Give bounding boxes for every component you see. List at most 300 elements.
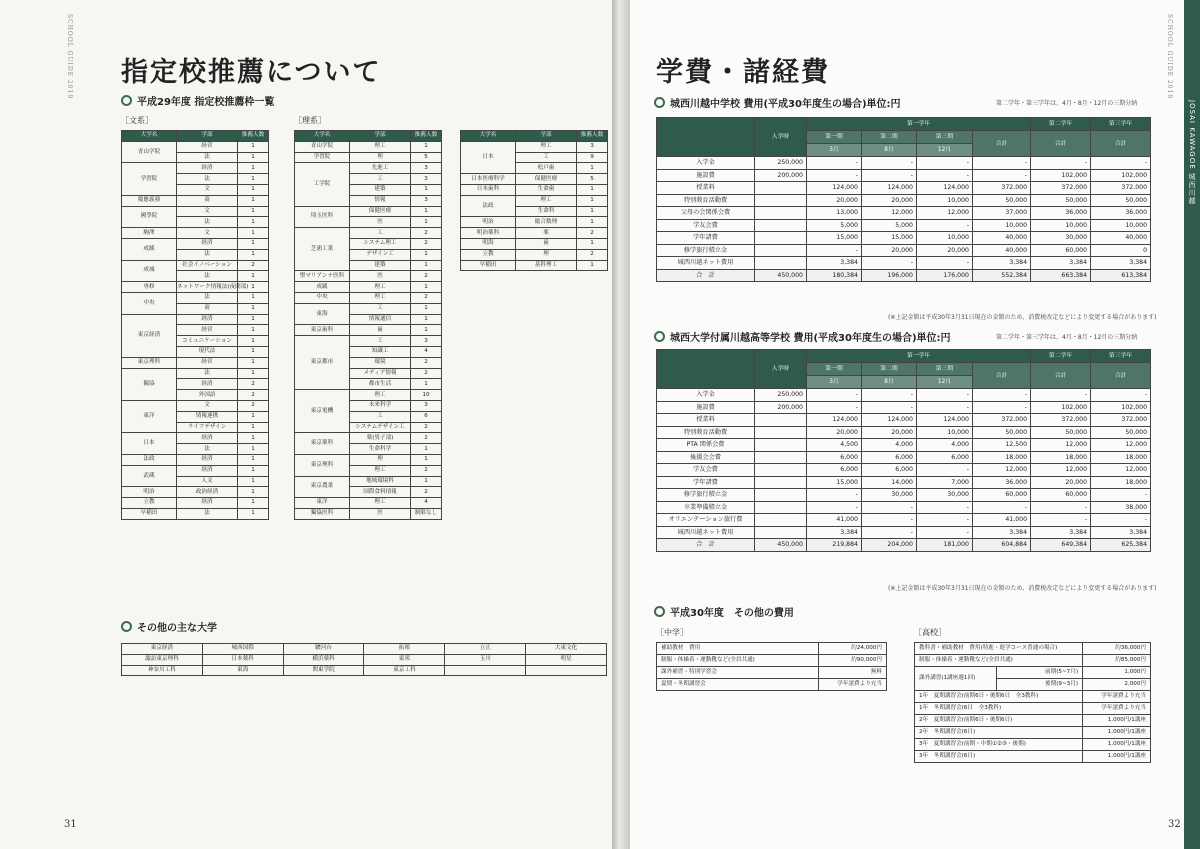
university-name: 中央 xyxy=(295,292,350,303)
quota-count: 1 xyxy=(411,141,442,152)
fee-amount: - xyxy=(862,526,917,539)
quota-count: 1 xyxy=(411,206,442,217)
table-row xyxy=(915,727,1151,739)
page-title-right: 学費・諸経費 xyxy=(656,57,830,88)
university-name: 成蹊 xyxy=(295,282,350,293)
fee-item: 授業料 xyxy=(657,414,755,427)
fee-amount: 180,384 xyxy=(807,269,862,282)
fee-item: 修学旅行積立金 xyxy=(657,489,755,502)
quota-count: 5 xyxy=(411,152,442,163)
table-row xyxy=(295,141,442,152)
fee-amount: 15,000 xyxy=(807,476,862,489)
table-row xyxy=(122,282,269,293)
fee-amount: 3,384 xyxy=(1031,257,1091,270)
fee-amount: 約36,000円 xyxy=(1083,643,1151,655)
quota-count: 1 xyxy=(238,292,269,303)
fee-amount: - xyxy=(917,464,973,477)
fee-item: 3年 夏期講習会(前期・中期①②③・後期) xyxy=(915,739,1083,751)
faculty-name: 法 xyxy=(177,249,238,260)
fee-amount: 約85,000円 xyxy=(1083,655,1151,667)
col-header: 推薦人数 xyxy=(577,131,608,142)
fee-amount: 604,884 xyxy=(973,539,1031,552)
quota-count: 1 xyxy=(238,238,269,249)
fee-amount xyxy=(755,439,807,452)
fee-amount: 6,000 xyxy=(917,451,973,464)
university-name: 駿河台 xyxy=(283,644,364,655)
table-row xyxy=(461,238,608,249)
fee-row xyxy=(657,194,1151,207)
university-name: 明治薬科 xyxy=(461,228,516,239)
faculty-name: システム理工 xyxy=(350,238,411,249)
fee-row xyxy=(657,401,1151,414)
table-row xyxy=(122,665,607,676)
fee-amount: 663,384 xyxy=(1031,269,1091,282)
table-row xyxy=(915,739,1151,751)
fee-head-year3: 第三学年 xyxy=(1091,118,1151,131)
table-row xyxy=(657,655,887,667)
fee-amount: - xyxy=(973,501,1031,514)
fee-row xyxy=(657,169,1151,182)
university-name: 慶應義塾 xyxy=(122,195,177,206)
quota-count: 2 xyxy=(238,379,269,390)
table-row xyxy=(461,184,608,195)
table-row xyxy=(461,228,608,239)
fee-amount xyxy=(755,489,807,502)
quota-count: 1 xyxy=(238,152,269,163)
faculty-name: 商 xyxy=(177,303,238,314)
table-row xyxy=(915,691,1151,703)
quota-count: 3 xyxy=(411,174,442,185)
faculty-name: 理工 xyxy=(350,282,411,293)
fee-amount: 450,000 xyxy=(755,539,807,552)
fee-head-term3: 第三期 xyxy=(917,363,973,376)
circle-bullet-icon xyxy=(654,606,665,617)
quota-count: 5 xyxy=(577,174,608,185)
fee-amount: 41,000 xyxy=(973,514,1031,527)
table-row xyxy=(122,141,269,152)
university-name: 東海 xyxy=(295,303,350,325)
fee-head-year2: 第二学年 xyxy=(1031,118,1091,131)
table-row xyxy=(657,679,887,691)
other-fee-title: 平成30年度 その他の費用 xyxy=(654,604,794,619)
fee-amount: 3,384 xyxy=(807,526,862,539)
fee-amount: - xyxy=(973,169,1031,182)
quota-count: 1 xyxy=(577,260,608,271)
university-name: 明治 xyxy=(461,217,516,228)
quota-count: 1 xyxy=(411,314,442,325)
university-name: 東京都市 xyxy=(295,336,350,390)
fee-row xyxy=(657,526,1151,539)
fee-item: 授業料 xyxy=(657,182,755,195)
faculty-name: 政治経済 xyxy=(177,487,238,498)
table-row xyxy=(295,508,442,519)
fee-amount: - xyxy=(807,169,862,182)
faculty-name: 経営 xyxy=(177,141,238,152)
fee-amount xyxy=(755,414,807,427)
faculty-name: 工 xyxy=(350,228,411,239)
quota-count: 2 xyxy=(411,292,442,303)
fee-head-total: 合計 xyxy=(973,131,1031,157)
fee-amount: 40,000 xyxy=(1091,232,1151,245)
faculty-name: 生命科学 xyxy=(350,444,411,455)
fee-head-total: 合計 xyxy=(1091,363,1151,389)
faculty-name: 商 xyxy=(177,195,238,206)
fee-head-year2: 第二学年 xyxy=(1031,350,1091,363)
fee-item: 卒業準備積立金 xyxy=(657,501,755,514)
fee-amount: - xyxy=(917,219,973,232)
faculty-name: 理工 xyxy=(516,195,577,206)
faculty-name: システムデザイン工 xyxy=(350,422,411,433)
faculty-name: 文 xyxy=(177,206,238,217)
faculty-name: デザイン工 xyxy=(350,249,411,260)
fee-amount: 12,000 xyxy=(1031,464,1091,477)
fee-item: PTA 関係会費 xyxy=(657,439,755,452)
table-row xyxy=(122,228,269,239)
quota-count: 1 xyxy=(577,163,608,174)
fee-head-total: 合計 xyxy=(973,363,1031,389)
fee-amount: - xyxy=(807,244,862,257)
table-row xyxy=(915,667,1151,679)
faculty-name: 情報連携 xyxy=(177,411,238,422)
university-name: 東京歯科 xyxy=(295,325,350,336)
page-number-left: 31 xyxy=(64,819,77,830)
fee-item: 制服・体操着・運動靴など(全員共通) xyxy=(657,655,819,667)
faculty-name: 医 xyxy=(350,271,411,282)
quota-count: 4 xyxy=(411,346,442,357)
bunkei-label: ［文系］ xyxy=(121,116,153,125)
hs-fee-title: 城西大学付属川越高等学校 費用(平成30年度生の場合)単位:円 xyxy=(654,329,951,344)
quota-count: 1 xyxy=(238,422,269,433)
quota-count: 10 xyxy=(411,390,442,401)
hs-other-label: ［高校］ xyxy=(914,628,946,637)
university-name: 専修 xyxy=(122,282,177,293)
fee-row xyxy=(657,219,1151,232)
fee-amount: 1,000円/1講座 xyxy=(1083,739,1151,751)
faculty-name: 理工 xyxy=(350,465,411,476)
university-name: 東洋 xyxy=(295,498,350,509)
table-row xyxy=(122,260,269,271)
university-name: 法政 xyxy=(122,454,177,465)
fee-amount: 60,000 xyxy=(1031,489,1091,502)
faculty-name: 保健医療 xyxy=(516,174,577,185)
faculty-name: 基幹理工 xyxy=(516,260,577,271)
faculty-name: 経済 xyxy=(177,379,238,390)
faculty-name: 社会イノベーション xyxy=(177,260,238,271)
university-name: 東邦 xyxy=(364,654,445,665)
fee-amount: 50,000 xyxy=(1091,194,1151,207)
university-name: 東京工科 xyxy=(364,665,445,676)
university-name: 日本薬科 xyxy=(202,654,283,665)
fee-amount: 1,000円/1講座 xyxy=(1083,727,1151,739)
fee-amount: 36,000 xyxy=(1091,207,1151,220)
table-row xyxy=(122,314,269,325)
university-name: 立教 xyxy=(122,498,177,509)
fee-amount: - xyxy=(807,489,862,502)
table-row xyxy=(461,195,608,206)
fee-amount: 20,000 xyxy=(862,244,917,257)
fee-amount: 372,000 xyxy=(1091,414,1151,427)
university-name: 聖マリアンナ医科 xyxy=(295,271,350,282)
school-sidebar: JOSAI KAWAGOE 城西川越 xyxy=(1184,0,1200,849)
faculty-name: 先進工 xyxy=(350,163,411,174)
fee-amount xyxy=(755,464,807,477)
university-name: 明治 xyxy=(122,487,177,498)
fee-amount: 18,000 xyxy=(1031,451,1091,464)
table-row xyxy=(295,336,442,347)
faculty-name: 文 xyxy=(177,184,238,195)
table-row xyxy=(295,206,442,217)
university-name: 獨協 xyxy=(122,368,177,400)
quota-count: 6 xyxy=(411,411,442,422)
table-row xyxy=(295,152,442,163)
quota-count: 1 xyxy=(238,508,269,519)
university-name: 東京理科 xyxy=(295,454,350,476)
fee-head-year1: 第一学年 xyxy=(807,350,1031,363)
table-row xyxy=(461,174,608,185)
faculty-name: 経済 xyxy=(177,238,238,249)
fee-item: 学年諸費 xyxy=(657,476,755,489)
fee-amount: 60,000 xyxy=(1031,244,1091,257)
faculty-name: 法 xyxy=(177,292,238,303)
table-row xyxy=(122,487,269,498)
fee-head-month: 8月 xyxy=(862,144,917,157)
quota-count: 1 xyxy=(577,195,608,206)
university-name: 東洋 xyxy=(122,400,177,432)
university-name: 東京経済 xyxy=(122,314,177,357)
fee-head-term1: 第一期 xyxy=(807,363,862,376)
quota-count: 1 xyxy=(238,195,269,206)
quota-count: 2 xyxy=(411,357,442,368)
fee-head-term2: 第二期 xyxy=(862,131,917,144)
fee-amount: 50,000 xyxy=(973,426,1031,439)
fee-amount: 204,000 xyxy=(862,539,917,552)
fee-amount: 5,000 xyxy=(807,219,862,232)
fee-amount: 30,000 xyxy=(862,489,917,502)
col-header: 推薦人数 xyxy=(411,131,442,142)
faculty-name: 工 xyxy=(350,411,411,422)
fee-item: 後援会会費 xyxy=(657,451,755,464)
university-name: 明星 xyxy=(526,654,607,665)
table-row xyxy=(122,195,269,206)
fee-amount: 20,000 xyxy=(807,426,862,439)
fee-head-month: 3月 xyxy=(807,144,862,157)
fee-item: 課外補習・特別学習会 xyxy=(657,667,819,679)
fee-amount: 50,000 xyxy=(973,194,1031,207)
fee-amount: 6,000 xyxy=(807,451,862,464)
faculty-name: 情報 xyxy=(350,195,411,206)
university-name: 法政 xyxy=(461,195,516,217)
fee-item: 学友会費 xyxy=(657,219,755,232)
table-row xyxy=(122,454,269,465)
table-row xyxy=(295,476,442,487)
fee-amount xyxy=(755,244,807,257)
fee-amount: - xyxy=(1091,514,1151,527)
fee-amount: 4,500 xyxy=(807,439,862,452)
faculty-name: 理工 xyxy=(350,498,411,509)
table-row xyxy=(461,249,608,260)
faculty-name: 建築 xyxy=(350,260,411,271)
fee-item: 教科書・補助教材 費用(特進・進学コース普通の場合) xyxy=(915,643,1083,655)
fee-amount xyxy=(755,219,807,232)
quota-count: 2 xyxy=(238,390,269,401)
faculty-name: 理 xyxy=(516,249,577,260)
faculty-name: 総合数理 xyxy=(516,217,577,228)
fee-amount: 40,000 xyxy=(973,244,1031,257)
quota-count: 1 xyxy=(238,336,269,347)
fee-row xyxy=(657,539,1151,552)
col-header: 大学名 xyxy=(122,131,177,142)
fee-amount: 200,000 xyxy=(755,401,807,414)
faculty-name: 法 xyxy=(177,444,238,455)
university-name: 東京農業 xyxy=(295,476,350,498)
fee-amount xyxy=(755,232,807,245)
col-header: 大学名 xyxy=(461,131,516,142)
fee-amount: 450,000 xyxy=(755,269,807,282)
table-row xyxy=(295,325,442,336)
table-row xyxy=(295,303,442,314)
fee-amount: - xyxy=(1031,157,1091,170)
table-row xyxy=(461,217,608,228)
university-name: 東京理科 xyxy=(122,357,177,368)
fee-head-blank xyxy=(657,118,755,157)
fee-row xyxy=(657,451,1151,464)
fee-amount: - xyxy=(917,169,973,182)
university-name: 拓殖 xyxy=(364,644,445,655)
quota-count: 2 xyxy=(411,433,442,444)
fee-amount: 3,384 xyxy=(807,257,862,270)
quota-count: 1 xyxy=(238,476,269,487)
col-header: 推薦人数 xyxy=(238,131,269,142)
quota-count: 3 xyxy=(411,195,442,206)
fee-amount: - xyxy=(917,514,973,527)
fee-amount: 372,000 xyxy=(1091,182,1151,195)
fee-amount: - xyxy=(862,169,917,182)
table-row xyxy=(122,400,269,411)
table-row xyxy=(122,644,607,655)
fee-head-blank xyxy=(657,350,755,389)
quota-count: 1 xyxy=(411,325,442,336)
quota-count: 1 xyxy=(411,260,442,271)
col-header: 学部 xyxy=(177,131,238,142)
fee-amount: 372,000 xyxy=(1031,182,1091,195)
fee-amount: 20,000 xyxy=(862,426,917,439)
table-row xyxy=(122,654,607,665)
fee-amount: - xyxy=(862,514,917,527)
university-name: 埼玉医科 xyxy=(295,206,350,228)
quota-count: 1 xyxy=(238,141,269,152)
quota-count: 1 xyxy=(238,217,269,228)
fee-amount: 3,384 xyxy=(1031,526,1091,539)
quota-count: 3 xyxy=(577,141,608,152)
fee-item: 城西川越ネット費用 xyxy=(657,257,755,270)
rikei-table-2 xyxy=(460,130,608,271)
faculty-name: 法 xyxy=(177,271,238,282)
faculty-name: 工 xyxy=(350,303,411,314)
fee-amount: - xyxy=(862,157,917,170)
quota-count: 1 xyxy=(411,379,442,390)
fee-amount: - xyxy=(1091,157,1151,170)
quota-count: 2 xyxy=(411,487,442,498)
fee-amount: 102,000 xyxy=(1091,401,1151,414)
fee-amount: - xyxy=(917,401,973,414)
fee-amount: 20,000 xyxy=(807,194,862,207)
fee-amount: 6,000 xyxy=(862,451,917,464)
fee-amount: 613,384 xyxy=(1091,269,1151,282)
quota-count: 1 xyxy=(411,184,442,195)
fee-amount: - xyxy=(917,157,973,170)
fee-amount: 15,000 xyxy=(807,232,862,245)
fee-amount: 219,884 xyxy=(807,539,862,552)
university-name: 学習院 xyxy=(295,152,350,163)
faculty-name: 理工 xyxy=(350,390,411,401)
fee-amount xyxy=(755,501,807,514)
fee-amount: 625,384 xyxy=(1091,539,1151,552)
jh-other-table xyxy=(656,642,887,691)
fee-amount: 372,000 xyxy=(973,414,1031,427)
fee-amount: 38,000 xyxy=(1091,501,1151,514)
fee-head-year1: 第一学年 xyxy=(807,118,1031,131)
fee-item: 修学旅行積立金 xyxy=(657,244,755,257)
fee-amount: 196,000 xyxy=(862,269,917,282)
university-name: 大東文化 xyxy=(526,644,607,655)
fee-amount: 10,000 xyxy=(1031,219,1091,232)
page-title-left: 指定校推薦について xyxy=(121,57,382,88)
fee-amount: 1,000円/1講座 xyxy=(1083,751,1151,763)
hs-other-table xyxy=(914,642,1151,763)
quota-count: 1 xyxy=(411,454,442,465)
faculty-name: 国際食料情報 xyxy=(350,487,411,498)
fee-amount: 13,000 xyxy=(807,207,862,220)
fee-head-term1: 第一期 xyxy=(807,131,862,144)
fee-head-month: 3月 xyxy=(807,376,862,389)
rikei-label: ［理系］ xyxy=(294,116,326,125)
table-row xyxy=(657,667,887,679)
quota-count: 3 xyxy=(411,400,442,411)
fee-amount: - xyxy=(807,401,862,414)
fee-amount: 10,000 xyxy=(917,194,973,207)
fee-row xyxy=(657,244,1151,257)
quota-count: 制限なし xyxy=(411,508,442,519)
quota-count: 4 xyxy=(411,498,442,509)
university-name: 駒澤 xyxy=(122,228,177,239)
fee-head-entry: 入学時 xyxy=(755,350,807,389)
faculty-name: 歯 xyxy=(516,238,577,249)
fee-item: 特別教育活動費 xyxy=(657,194,755,207)
jh-other-label: ［中学］ xyxy=(656,628,688,637)
fee-amount: 無料 xyxy=(819,667,887,679)
university-name: 東京薬科 xyxy=(295,433,350,455)
fee-item: 学友会費 xyxy=(657,464,755,477)
faculty-name: 生命歯 xyxy=(516,184,577,195)
faculty-name: 経済 xyxy=(177,498,238,509)
fee-amount: 20,000 xyxy=(1031,476,1091,489)
table-row xyxy=(657,643,887,655)
fee-amount: - xyxy=(1031,514,1091,527)
university-name xyxy=(445,665,526,676)
fee-amount: 20,000 xyxy=(862,194,917,207)
quota-count: 1 xyxy=(238,174,269,185)
table-row xyxy=(122,292,269,303)
fee-amount: 約90,000円 xyxy=(819,655,887,667)
table-row xyxy=(122,163,269,174)
fee-amount: 36,000 xyxy=(1031,207,1091,220)
university-name: 工学院 xyxy=(295,163,350,206)
fee-amount: 18,000 xyxy=(1091,476,1151,489)
jh-fee-note: (※上記金額は平成30年3月31日現在の金額のため、消費税改定などにより変更する場合があります) xyxy=(888,314,1157,321)
table-row xyxy=(295,454,442,465)
fee-amount: - xyxy=(862,401,917,414)
fee-amount: - xyxy=(973,157,1031,170)
